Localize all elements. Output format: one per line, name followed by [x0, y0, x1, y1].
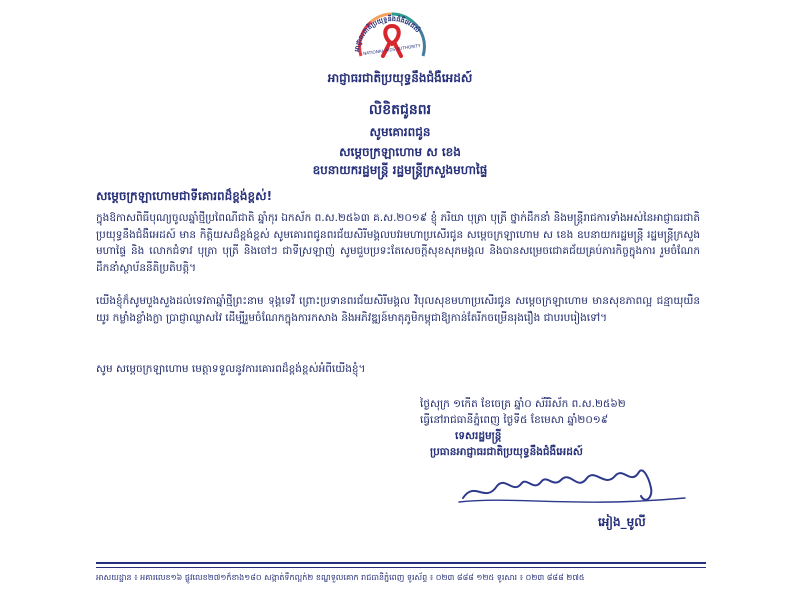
body-paragraph-3: សូម សម្តេចក្រឡាហោម មេត្តាទទួលនូវការគោរពដ៏ខ្ពង់ខ្ពស់អំពីយើងខ្ញុំ។ [96, 363, 366, 375]
recipient-name: សម្តេចក្រឡាហោម ស ខេង [339, 145, 461, 159]
logo-arc-text: អាជ្ញាធរជាតិប្រយុទ្ធនឹងជំងឺអេដស៍ [352, 14, 422, 53]
date-lunar: ថ្ងៃសុក្រ ១កើត ខែចេត្រ ឆ្នាំ០ ស័រីរិស័ក ព.ស.២៥៦២ [420, 398, 626, 410]
logo-english-text: NATIONAL AIDS AUTHORITY [362, 43, 421, 57]
body-paragraph-2: យើងខ្ញុំក៏សូមបួងសួងដល់ទេវតាឆ្នាំថ្មីព្រះនាម ទុង្គទេវី ព្រោះប្រទានពរជ័យសិរីមង្គល វិបុលសុខមហាប្រសើរជូន សម្តេចក្រឡាហោម មានសុខភាពល្អ ជន្មាយុយឺនយូរ កម្លាំងខ្លាំងក្លា ប្រាជ្ញាឈ្លាសវៃ ដើម្បីរួមចំណែកក្នុងការកសាង និងអភិវឌ្ឍន៍មាតុភូមិកម្ពុជាឱ្យកាន់តែរីកចម្រើនរុងរឿង ជាបរបរៀងទៅ។ [96, 295, 700, 324]
salutation: សម្តេចក្រឡាហោមជាទីគោរពដ៏ខ្ពង់ខ្ពស់! [96, 189, 273, 203]
agency-title: អាជ្ញាធរជាតិប្រយុទ្ធនឹងជំងឺអេដស៍ [327, 71, 473, 85]
footer-divider-thin [96, 567, 706, 568]
document-title: លិខិតជូនពរ [368, 102, 432, 118]
footer-address: អាសយដ្ឋាន ៖ អគារលេខ១៦ ផ្លូវលេខ២៧១ក៏ខាង១៨០ សង្កាត់ទឹកល្អក់២ ខណ្ឌទួលគោក រាជធានីភ្នំពេញ ទូរស័ព្ទ ៖ ០២៣ ៨៨៨ ១២៥ ទូរសារ ៖ ០២៣ ៨៨៨ ២៧៥ [96, 573, 585, 582]
footer-divider [96, 562, 706, 564]
recipient-position: ឧបនាយករដ្ឋមន្ត្រី រដ្ឋមន្ត្រីក្រសួងមហាផ្ទៃ [312, 163, 488, 177]
signer-name: អៀង_មូលី [598, 515, 646, 529]
recipient-greeting: សូមគោរពជូន [369, 125, 431, 139]
signer-role: ទេសរដ្ឋមន្ត្រី [455, 430, 502, 442]
signer-title: ប្រធានអាជ្ញាធរជាតិប្រយុទ្ធនឹងជំងឺអេដស៍ [430, 446, 583, 458]
body-paragraph-1: ក្នុងឱកាសពិធីបុណ្យចូលឆ្នាំថ្មីប្រពៃណីជាតិ ឆ្នាំកុរ ឯកស័ក ព.ស.២៥៦៣ គ.ស.២០១៩ ខ្ញុំ ភរិយា បុត្រា បុត្រី ថ្នាក់ដឹកនាំ និងមន្ត្រីរាជការទាំងអស់នៃអាជ្ញាធរជាតិប្រយុទ្ធនឹងជំងឺអេដស៍ មាន កិត្តិយសដ៏ខ្ពង់ខ្ពស់ សូមគោរពជូនពរជ័យសិរីមង្គលបវរមហាប្រសើរជូន សម្តេចក្រឡាហោម ស ខេង ឧបនាយករដ្ឋមន្ត្រី រដ្ឋមន្ត្រីក្រសួងមហាផ្ទៃ និង លោកជំទាវ បុត្រា បុត្រី និងចៅៗ ជាទីស្រឡាញ់ សូមជួបប្រទះតែសេចក្តីសុខសុភមង្គល និងបានសម្រេចជោគជ័យគ្រប់ភារកិច្ចក្នុងការ រួមចំណែកដឹកនាំស្ថាប័ននីតិប្រតិបត្តិ។ [96, 212, 700, 274]
national-aids-authority-logo [347, 4, 437, 68]
handwritten-signature [455, 458, 695, 512]
date-solar: ធ្វើនៅរាជធានីភ្នំពេញ ថ្ងៃទី៥ ខែមេសា ឆ្នាំ២០១៩ [420, 414, 609, 426]
